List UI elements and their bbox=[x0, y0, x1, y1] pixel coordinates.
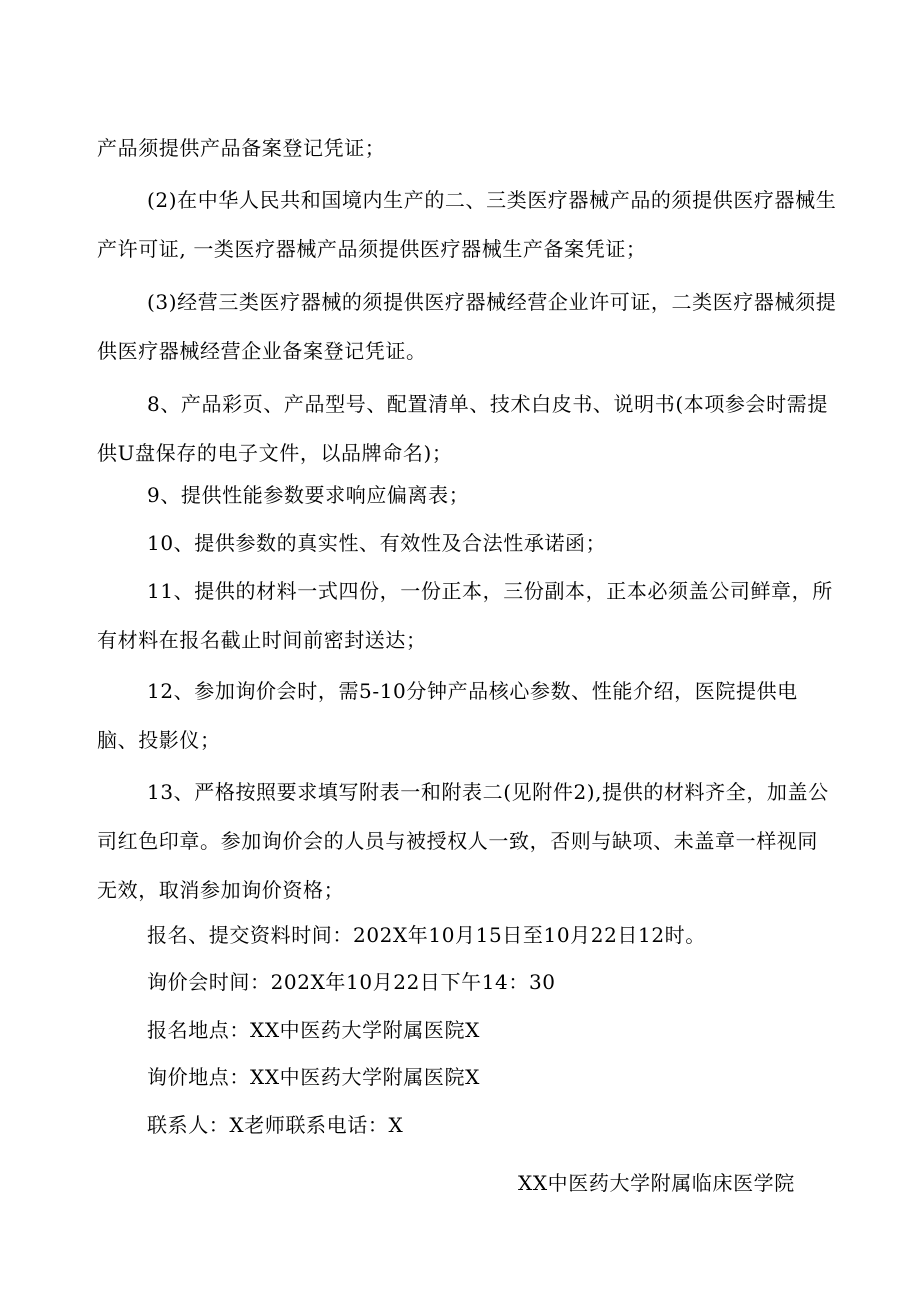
paragraph-item-13: 13、严格按照要求填写附表一和附表二(见附件2),提供的材料齐全，加盖公司红色印章。参加询价会的人员与被授权人一致，否则与缺项、未盖章一样视同无效，取消参加询价资格； bbox=[97, 780, 829, 902]
signature-institution: XX中医药大学附属临床医学院 bbox=[518, 1171, 795, 1195]
paragraph-continuation: 产品须提供产品备案登记凭证； bbox=[97, 136, 386, 160]
inquiry-meeting-time: 询价会时间：202X年10月22日下午14：30 bbox=[147, 970, 556, 994]
registration-location: 报名地点：XX中医药大学附属医院X bbox=[147, 1018, 480, 1042]
contact-info: 联系人：X老师联系电话：X bbox=[147, 1113, 404, 1137]
paragraph-item-10: 10、提供参数的真实性、有效性及合法性承诺函； bbox=[147, 531, 607, 555]
inquiry-location: 询价地点：XX中医药大学附属医院X bbox=[147, 1065, 480, 1089]
paragraph-item-12: 12、参加询价会时，需5-10分钟产品核心参数、性能介绍，医院提供电脑、投影仪； bbox=[97, 679, 798, 752]
paragraph-item-9: 9、提供性能参数要求响应偏离表； bbox=[147, 483, 470, 507]
paragraph-item-11: 11、提供的材料一式四份，一份正本，三份副本，正本必须盖公司鲜章，所有材料在报名截止时间前密封送达； bbox=[97, 579, 833, 652]
registration-time: 报名、提交资料时间：202X年10月15日至10月22日12时。 bbox=[147, 923, 706, 947]
paragraph-item-8: 8、产品彩页、产品型号、配置清单、技术白皮书、说明书(本项参会时需提供U盘保存的电子文件，以品牌命名)； bbox=[97, 392, 828, 465]
paragraph-item-2: (2)在中华人民共和国境内生产的二、三类医疗器械产品的须提供医疗器械生产许可证, 一类医疗器械产品须提供医疗器械生产备案凭证； bbox=[97, 188, 837, 261]
paragraph-item-3: (3)经营三类医疗器械的须提供医疗器械经营企业许可证，二类医疗器械须提供医疗器械经营企业备案登记凭证。 bbox=[97, 290, 837, 363]
